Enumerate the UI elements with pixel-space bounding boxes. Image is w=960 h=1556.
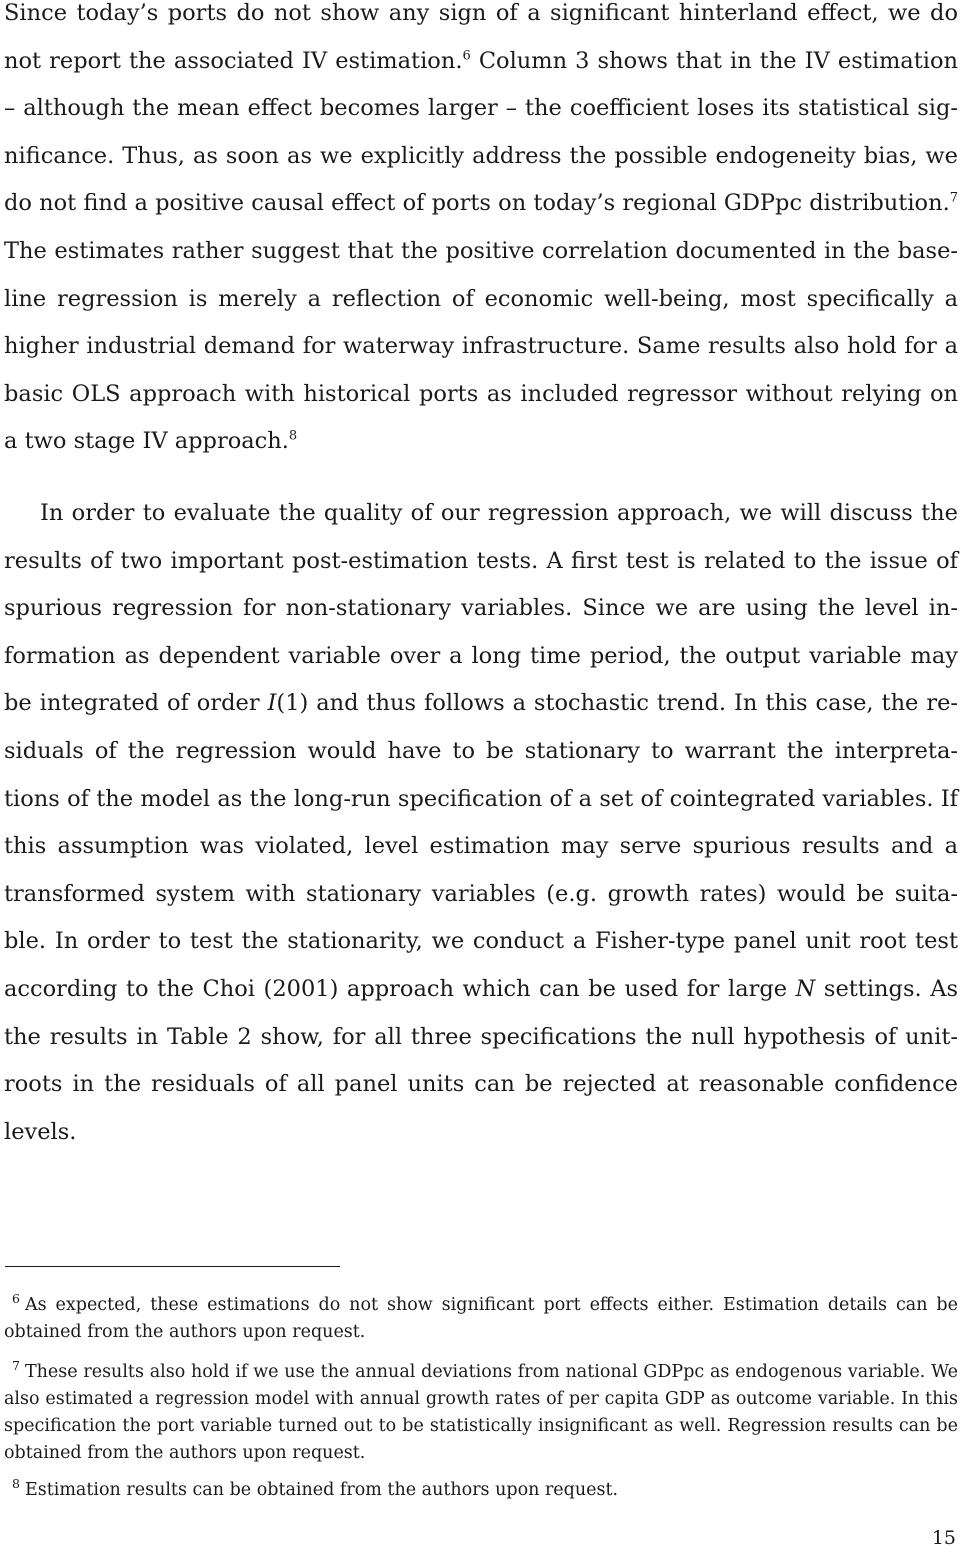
page-number: 15 <box>931 1527 956 1549</box>
footnote-7 <box>4 1359 958 1467</box>
footnote-6 <box>4 1292 958 1346</box>
footnote-separator-rule <box>5 1266 340 1267</box>
paragraph-1-text-b: Column 3 shows that in the IV estimation – although the mean effect becomes larger – the coefficient loses its statistical significance. Thus, as soon as we explicitly address the possible endogeneity bias, we do not find a positive causal effect of ports on today’s regional GDPpc distribution. <box>4 47 958 217</box>
footnote-7-text: These results also hold if we use the annual deviations from national GDPpc as endogenous variable. We also estimated a regression model with annual growth rates of per capita GDP as outcome variable. In this specification the port variable turned out to be statistically insignificant as well. Regression results can be obtained from the authors upon request. <box>4 1362 958 1463</box>
body-paragraph-2 <box>4 490 958 1156</box>
footnote-8-mark: 8 <box>12 1476 20 1492</box>
footnote-ref-7[interactable]: 7 <box>949 190 958 206</box>
footnote-8 <box>4 1477 958 1504</box>
footnote-6-mark: 6 <box>12 1291 20 1307</box>
paragraph-1-text-a: Since today’s ports do not show any sign of a significant hinterland effect, we do not report the associated IV estimation. <box>4 0 958 74</box>
paragraph-2-text-c: settings. As the results in Table 2 show, for all three specifications the null hypothesis of unitroots in the residuals of all panel units can be rejected at reasonable confidence levels. <box>4 975 959 1145</box>
footnote-6-text: As expected, these estimations do not show significant port effects either. Estimation details can be obtained from the authors upon request. <box>4 1295 958 1342</box>
footnote-8-text: Estimation results can be obtained from the authors upon request. <box>24 1480 619 1500</box>
paragraph-1-text-c: The estimates rather suggest that the positive correlation documented in the baseline regression is merely a reflection of economic well-being, most specifically a higher industrial demand for waterway infrastructure. Same results also hold for a basic OLS approach with historical ports as included regressor without relying on a two stage IV approach. <box>4 237 958 455</box>
sample-size-symbol: N <box>795 975 816 1002</box>
footnote-ref-8[interactable]: 8 <box>288 428 298 444</box>
paragraph-2-text-a: In order to evaluate the quality of our regression approach, we will discuss the results of two important post-estimation tests. A first test is related to the issue of spurious regression for non-stationary variables. Since we are using the level information as dependent variable over a long time period, the output variable may be integrated of order <box>4 500 958 717</box>
integration-order-symbol: I <box>267 690 277 717</box>
footnote-7-mark: 7 <box>12 1358 20 1374</box>
body-paragraph-1 <box>4 0 958 466</box>
paragraph-2-text-b: (1) and thus follows a stochastic trend. In this case, the residuals of the regression would have to be stationary to warrant the interpretations of the model as the long-run specification of a set of cointegrated variables. If this assumption was violated, level estimation may serve spurious results and a transformed system with stationary variables (e.g. growth rates) would be suitable. In order to test the stationarity, we conduct a Fisher-type panel unit root test according to the Choi (2001) approach which can be used for large <box>4 690 958 1002</box>
footnote-ref-6[interactable]: 6 <box>462 48 471 64</box>
